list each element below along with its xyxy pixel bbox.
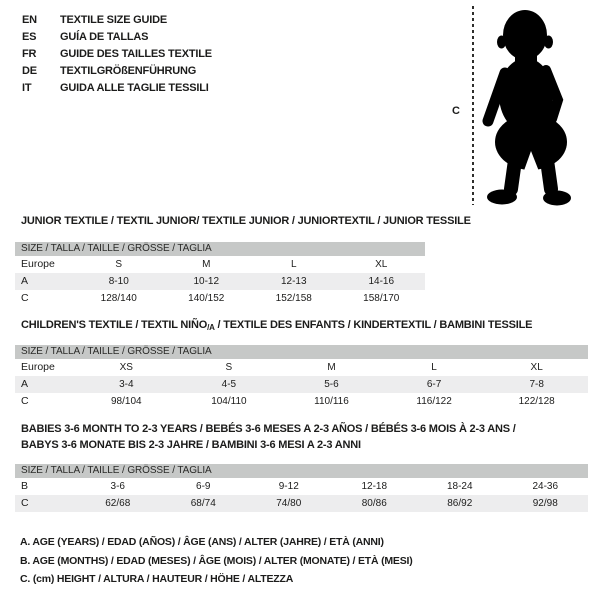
children-title-sub: /A — [207, 323, 215, 332]
note-age-months: B. AGE (MONTHS) / EDAD (MESES) / ÂGE (MOIS) / ALTER (MONATE) / ETÀ (MESI) — [20, 554, 413, 567]
table-cell: M — [202, 259, 211, 270]
table-row — [15, 273, 425, 290]
height-measure-label: C — [452, 105, 460, 117]
table-row — [15, 256, 425, 273]
language-title-list — [22, 12, 212, 97]
lang-title: TEXTILGRÖßENFÜHRUNG — [60, 65, 197, 77]
junior-table-title: JUNIOR TEXTILE / TEXTIL JUNIOR/ TEXTILE JUNIOR / JUNIORTEXTIL / JUNIOR TESSILE — [21, 215, 471, 227]
table-cell: 3-6 — [110, 481, 125, 492]
legend-notes — [20, 533, 413, 589]
table-cell: XS — [119, 362, 133, 373]
babies-table-title-line2: BABYS 3-6 MONATE BIS 2-3 JAHRE / BAMBINI 3-6 MESI A 2-3 ANNI — [21, 439, 361, 451]
table-cell: 104/110 — [211, 396, 247, 407]
table-cell: 68/74 — [190, 498, 216, 509]
lang-row-it — [22, 80, 212, 97]
table-cell: S — [225, 362, 233, 373]
table-row — [15, 290, 425, 307]
lang-title: GUIDE DES TAILLES TEXTILE — [60, 48, 212, 60]
table-cell: 122/128 — [518, 396, 555, 407]
table-cell: 12-18 — [361, 481, 388, 492]
height-measure-line — [472, 6, 474, 205]
baby-silhouette-image — [480, 5, 598, 207]
row-label: C — [21, 395, 29, 407]
children-size-header-bar: SIZE / TALLA / TAILLE / GRÖSSE / TAGLIA — [15, 345, 588, 359]
table-cell: L — [431, 362, 437, 373]
table-cell: 9-12 — [278, 481, 299, 492]
row-label: C — [21, 292, 29, 304]
table-row — [15, 495, 588, 512]
lang-title: GUIDA ALLE TAGLIE TESSILI — [60, 82, 209, 94]
babies-size-table — [15, 478, 588, 512]
lang-row-en — [22, 12, 212, 29]
table-cell: 140/152 — [188, 293, 225, 304]
lang-code: DE — [22, 65, 37, 77]
table-cell: 10-12 — [193, 276, 220, 287]
table-row — [15, 376, 588, 393]
table-cell: M — [327, 362, 336, 373]
table-cell: 8-10 — [108, 276, 129, 287]
lang-row-de — [22, 63, 212, 80]
table-cell: XL — [375, 259, 388, 270]
table-cell: 3-4 — [119, 379, 134, 390]
table-cell: 74/80 — [276, 498, 302, 509]
note-age-years: A. AGE (YEARS) / EDAD (AÑOS) / ÂGE (ANS) / ALTER (JAHRE) / ETÀ (ANNI) — [20, 536, 384, 548]
lang-code: ES — [22, 31, 37, 43]
table-cell: 128/140 — [100, 293, 137, 304]
table-cell: S — [115, 259, 123, 270]
table-cell: 152/158 — [275, 293, 312, 304]
children-title-pre: CHILDREN'S TEXTILE / TEXTIL NIÑO — [21, 319, 208, 331]
row-label: Europe — [21, 258, 55, 270]
lang-code: FR — [22, 48, 37, 60]
table-cell: XL — [530, 362, 543, 373]
junior-size-header-bar: SIZE / TALLA / TAILLE / GRÖSSE / TAGLIA — [15, 242, 425, 256]
children-table-title — [21, 319, 532, 334]
table-cell: 62/68 — [105, 498, 131, 509]
row-label: A — [21, 275, 29, 287]
junior-size-table — [15, 256, 425, 307]
table-cell: 7-8 — [529, 379, 544, 390]
table-cell: 18-24 — [446, 481, 473, 492]
row-label: C — [21, 497, 29, 509]
table-cell: 6-9 — [196, 481, 211, 492]
table-cell: 92/98 — [532, 498, 558, 509]
lang-row-es — [22, 29, 212, 46]
table-cell: 6-7 — [426, 379, 442, 390]
table-cell: 116/122 — [416, 396, 452, 407]
row-label: B — [21, 480, 29, 492]
babies-table-title-line1: BABIES 3-6 MONTH TO 2-3 YEARS / BEBÉS 3-6 MESES A 2-3 AÑOS / BÉBÉS 3-6 MOIS À 2-3 ANS / — [21, 423, 516, 435]
table-row — [15, 393, 588, 410]
children-size-table — [15, 359, 588, 410]
table-cell: 110/116 — [314, 396, 349, 407]
table-cell: 14-16 — [368, 276, 395, 287]
table-cell: L — [290, 259, 297, 270]
table-cell: 5-6 — [324, 379, 339, 390]
lang-title: GUÍA DE TALLAS — [60, 31, 149, 43]
lang-row-fr — [22, 46, 212, 63]
table-cell: 158/170 — [363, 293, 400, 304]
table-cell: 12-13 — [280, 276, 307, 287]
table-cell: 98/104 — [111, 396, 142, 407]
lang-code: EN — [22, 14, 37, 26]
row-label: A — [21, 378, 29, 390]
lang-title: TEXTILE SIZE GUIDE — [60, 14, 168, 26]
table-cell: 80/86 — [361, 498, 387, 509]
row-label: Europe — [21, 361, 55, 373]
note-height-cm: C. (cm) HEIGHT / ALTURA / HAUTEUR / HÖHE / ALTEZZA — [20, 573, 294, 585]
table-row — [15, 359, 588, 376]
table-cell: 24-36 — [532, 481, 559, 492]
table-row — [15, 478, 588, 495]
table-cell: 86/92 — [447, 498, 473, 509]
table-cell: 4-5 — [221, 379, 237, 390]
lang-code: IT — [22, 82, 32, 94]
babies-size-header-bar: SIZE / TALLA / TAILLE / GRÖSSE / TAGLIA — [15, 464, 588, 478]
children-title-post: / TEXTILE DES ENFANTS / KINDERTEXTIL / BAMBINI TESSILE — [214, 319, 533, 331]
